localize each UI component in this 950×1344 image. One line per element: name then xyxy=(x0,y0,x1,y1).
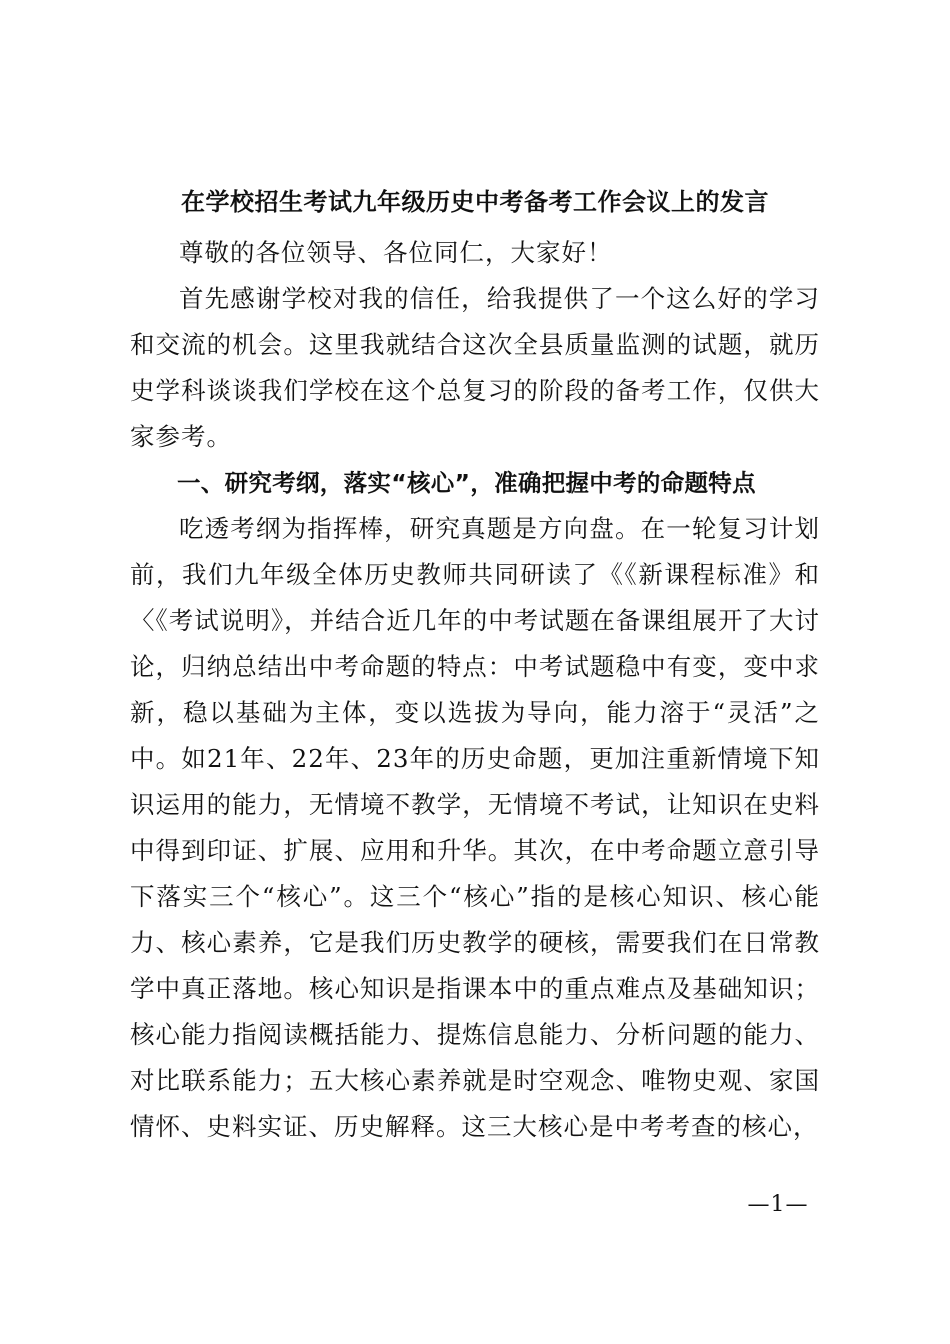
document-title: 在学校招生考试九年级历史中考备考工作会议上的发言 xyxy=(181,187,769,216)
greeting-paragraph: 尊敬的各位领导、各位同仁，大家好！ xyxy=(179,238,613,267)
page-number: —1— xyxy=(747,1192,809,1217)
document-body xyxy=(130,230,820,1150)
intro-paragraph: 首先感谢学校对我的信任，给我提供了一个这么好的学习和交流的机会。这里我就结合这次全县质量监测的试题，就历史学科谈谈我们学校在这个总复习的阶段的备考工作，仅供大家参考。 xyxy=(130,284,820,451)
section-paragraph: 吃透考纲为指挥棒，研究真题是方向盘。在一轮复习计划前，我们九年级全体历史教师共同研读了《《新课程标准》和〈《考试说明》，并结合近几年的中考试题在备课组展开了大讨论，归纳总结出中考命题的特点：中考试题稳中有变，变中求新，稳以基础为主体，变以选拔为导向，能力溶于“灵活”之中。如21年、22年、23年的历史命题，更加注重新情境下知识运用的能力，无情境不教学，无情境不考试，让知识在史料中得到印证、扩展、应用和升华。其次，在中考命题立意引导下落实三个“核心”。这三个“核心”指的是核心知识、核心能力、核心素养，它是我们历史教学的硬核，需要我们在日常教学中真正落地。核心知识是指课本中的重点难点及基础知识；核心能力指阅读概括能力、提炼信息能力、分析问题的能力、对比联系能力；五大核心素养就是时空观念、唯物史观、家国情怀、史料实证、历史解释。这三大核心是中考考查的核心， xyxy=(130,514,820,1141)
section-heading: 一、研究考纲，落实“核心”，准确把握中考的命题特点 xyxy=(177,469,756,497)
